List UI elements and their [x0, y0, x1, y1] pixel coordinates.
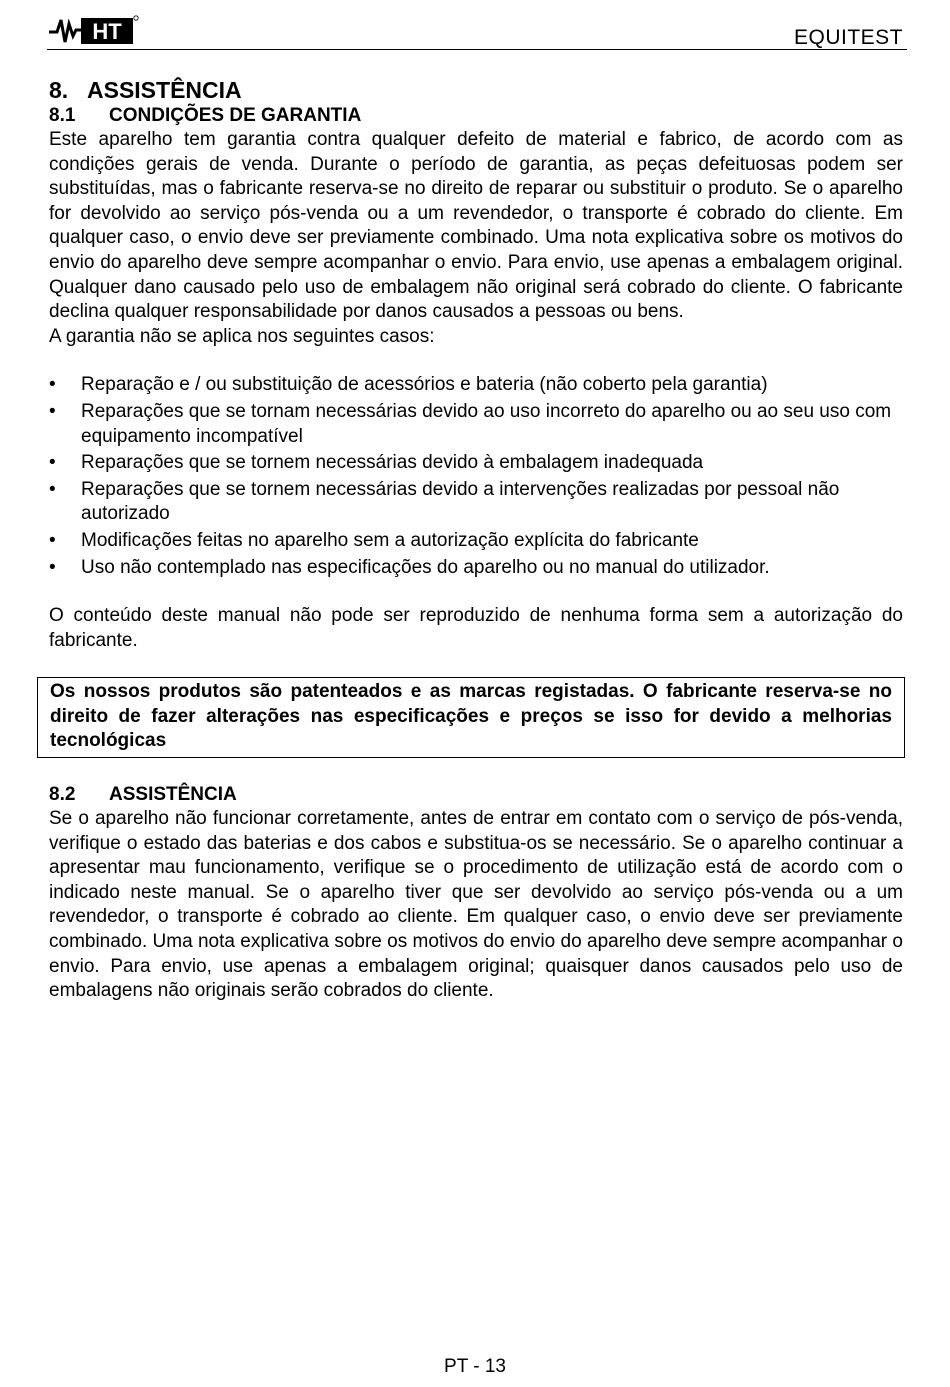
assistance-number: 8.2: [49, 784, 76, 806]
section-heading: [49, 76, 903, 104]
section-number: 8.: [49, 77, 69, 103]
assistance-title: ASSISTÊNCIA: [109, 784, 237, 806]
section-title: ASSISTÊNCIA: [87, 77, 242, 103]
list-item: • Reparação e / ou substituição de acessórios e bateria (não coberto pela garantia): [49, 373, 903, 398]
document-title: EQUITEST: [793, 26, 903, 49]
svg-text:HT: HT: [92, 19, 122, 44]
list-item: • Modificações feitas no aparelho sem a autorização explícita do fabricante: [49, 529, 903, 554]
warranty-title: CONDIÇÕES DE GARANTIA: [109, 105, 362, 126]
warranty-number: 8.1: [49, 105, 76, 126]
reproduction-note: O conteúdo deste manual não pode ser reproduzido de nenhuma forma sem a autorização do fabricante.: [49, 605, 903, 651]
exclusions-list: [49, 373, 903, 580]
list-item: • Uso não contemplado nas especificações do aparelho ou no manual do utilizador.: [49, 556, 903, 581]
list-item: • Reparações que se tornem necessárias devido à embalagem inadequada: [49, 451, 903, 476]
page-content: [49, 76, 903, 1004]
bullet-icon: •: [49, 556, 56, 578]
patent-notice-box: Os nossos produtos são patenteados e as marcas registadas. O fabricante reserva-se no direito de fazer alterações nas especificações e preços se isso for devido a melhorias tecnológicas: [37, 677, 905, 758]
assistance-heading: [49, 783, 903, 807]
page-number: PT - 13: [444, 1356, 506, 1377]
exclusions-intro: A garantia não se aplica nos seguintes casos:: [49, 325, 435, 347]
page-header: [47, 12, 907, 50]
warranty-paragraph: Este aparelho tem garantia contra qualquer defeito de material e fabrico, de acordo com as condições gerais de venda. Durante o período de garantia, as peças defeituosas podem ser substituídas, mas o fabricante reserva-se no direito de reparar ou substituir o produto. Se o aparelho for devolvido ao serviço pós-venda ou a um revendedor, o transporte é cobrado do cliente. Em qualquer caso, o envio deve ser previamente combinado. Uma nota explicativa sobre os motivos do envio do aparelho deve sempre acompanhar o envio. Para envio, use apenas a embalagem original. Qualquer dano causado pelo uso de embalagem não original será cobrado do cliente. O fabricante declina qualquer responsabilidade por danos causados a pessoas ou bens.: [49, 129, 903, 323]
bullet-icon: •: [49, 452, 56, 474]
bullet-icon: •: [49, 529, 56, 551]
list-item: • Reparações que se tornem necessárias devido a intervenções realizadas por pessoal não autorizado: [49, 478, 840, 525]
warranty-heading: [49, 104, 903, 128]
assistance-paragraph: Se o aparelho não funcionar corretamente, antes de entrar em contato com o serviço de pós-venda, verifique o estado das baterias e dos cabos e substitua-os se necessário. Se o aparelho continuar a apresentar mau funcionamento, verifique se o procedimento de utilização está de acordo com o indicado neste manual. Se o aparelho tiver que ser devolvido ao serviço pós-venda ou a um revendedor, o transporte é cobrado ao cliente. Em qualquer caso, o envio deve ser previamente combinado. Uma nota explicativa sobre os motivos do envio do aparelho deve sempre acompanhar o envio. Para envio, use apenas a embalagem original; quaisquer danos causados pelo uso de embalagens não originais serão cobrados do cliente.: [49, 808, 903, 1002]
ht-logo-icon: [47, 14, 139, 46]
list-item: • Reparações que se tornam necessárias devido ao uso incorreto do aparelho ou ao seu uso com equipamento incompatível: [49, 400, 892, 447]
bullet-icon: •: [49, 374, 56, 396]
bullet-icon: •: [49, 478, 56, 500]
bullet-icon: •: [49, 400, 56, 422]
header-divider: [47, 49, 907, 50]
